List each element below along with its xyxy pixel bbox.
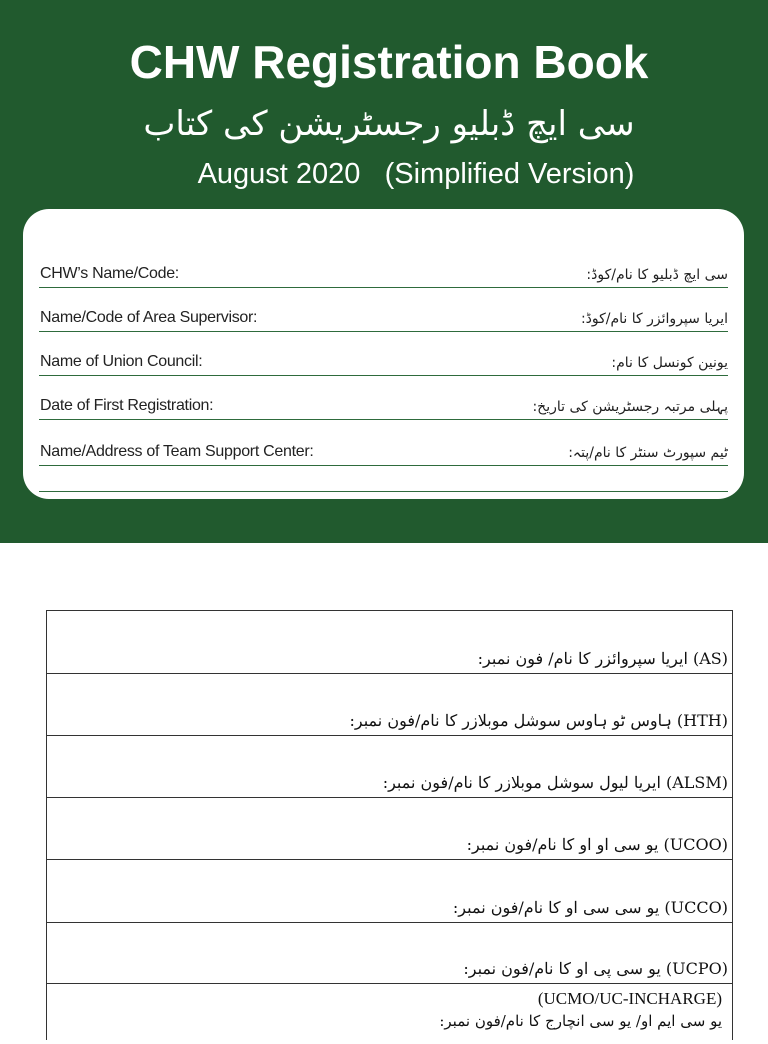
- field-first-registration-date[interactable]: [39, 375, 728, 420]
- contact-label: یو سی ایم او/ یو سی انچارج کا نام/فون نمبر:: [439, 1012, 722, 1030]
- field-union-council[interactable]: [39, 331, 728, 376]
- field-area-supervisor[interactable]: [39, 287, 728, 332]
- field-label-en: Name/Address of Team Support Center:: [40, 443, 314, 460]
- book-title: CHW Registration Book: [129, 36, 649, 88]
- contact-title: (UCMO/UC-INCHARGE): [537, 989, 722, 1008]
- blank-writing-line[interactable]: [39, 491, 728, 492]
- contacts-table: [46, 610, 733, 1040]
- field-label-ur: یونین کونسل کا نام:: [611, 355, 728, 371]
- field-label-ur: ایریا سپروائزر کا نام/کوڈ:: [580, 311, 728, 327]
- field-label-en: Name/Code of Area Supervisor:: [40, 309, 258, 326]
- contact-label: (UCPO) یو سی پی او کا نام/فون نمبر:: [463, 959, 728, 978]
- field-chw-name[interactable]: [39, 243, 728, 288]
- contact-label: (UCOO) یو سی او او کا نام/فون نمبر:: [466, 835, 728, 854]
- contact-label: (HTH) ہاوس ٹو ہاوس سوشل موبلازر کا نام/فون نمبر:: [349, 711, 728, 730]
- contact-row-as[interactable]: [47, 611, 732, 674]
- field-label-en: CHW’s Name/Code:: [40, 265, 179, 282]
- contact-row-ucco[interactable]: [47, 860, 732, 923]
- field-label-ur: پہلی مرتبہ رجسٹریشن کی تاریخ:: [532, 399, 728, 415]
- contact-label: (AS) ایریا سپروائزر کا نام/ فون نمبر:: [477, 649, 728, 668]
- contact-label: (UCCO) یو سی سی او کا نام/فون نمبر:: [452, 898, 728, 917]
- contact-label: (ALSM) ایریا لیول سوشل موبلازر کا نام/فون نمبر:: [382, 773, 728, 792]
- contact-row-ucmo[interactable]: [47, 984, 732, 1044]
- contact-row-ucpo[interactable]: [47, 923, 732, 984]
- field-label-en: Name of Union Council:: [40, 353, 203, 370]
- field-label-ur: ٹیم سپورٹ سنٹر کا نام/پتہ:: [568, 445, 728, 461]
- book-title-urdu: سی ایچ ڈبلیو رجسٹریشن کی کتاب: [143, 104, 635, 144]
- contact-row-ucoo[interactable]: [47, 798, 732, 860]
- contact-row-alsm[interactable]: [47, 736, 732, 798]
- field-label-ur: سی ایچ ڈبلیو کا نام/کوڈ:: [586, 267, 728, 283]
- edition-subtitle: August 2020 (Simplified Version): [197, 158, 635, 190]
- field-team-support-center[interactable]: [39, 421, 728, 466]
- registration-info-card: [23, 209, 744, 499]
- field-label-en: Date of First Registration:: [40, 397, 214, 414]
- contact-row-hth[interactable]: [47, 674, 732, 736]
